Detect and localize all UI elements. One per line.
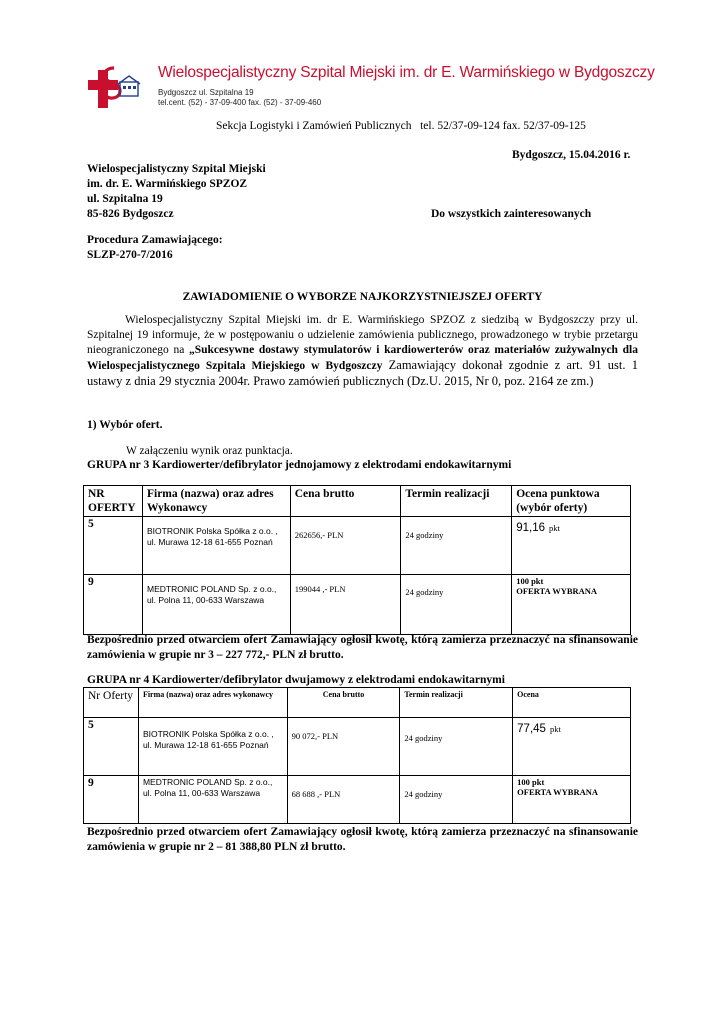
document-title: ZAWIADOMIENIE O WYBORZE NAJKORZYSTNIEJSZEJ OFERTY <box>182 291 543 303</box>
table-header-row <box>84 688 631 718</box>
company-cell <box>138 718 287 776</box>
header-cell: Cena brutto <box>290 486 401 517</box>
selected-label: OFERTA WYBRANA <box>517 787 599 797</box>
company-text: BIOTRONIK Polska Spółka z o.o. , ul. Murawa 12-18 61-655 Poznań <box>146 526 278 547</box>
procedure-block <box>87 233 223 263</box>
score-cell <box>512 575 631 635</box>
term-cell <box>401 517 512 575</box>
term-cell <box>400 776 513 824</box>
table-row <box>84 718 631 776</box>
header-cell: Ocena <box>513 688 631 718</box>
score-cell <box>513 776 631 824</box>
score-value: 91,16 <box>516 522 545 534</box>
header-cell: Nr Oferty <box>84 688 139 718</box>
score-value: 100 pkt <box>517 777 545 787</box>
sender-block <box>87 162 266 222</box>
hospital-phones: tel.cent. (52) - 37-09-400 fax. (52) - 37-09-460 <box>158 98 322 107</box>
header-cell: Ocena punktowa (wybór oferty) <box>512 486 631 517</box>
price-cell <box>287 776 400 824</box>
group3-table <box>83 485 631 635</box>
table-row <box>84 776 631 824</box>
company-cell <box>138 776 287 824</box>
header-cell: Firma (nazwa) oraz adres Wykonawcy <box>142 486 290 517</box>
selected-label: OFERTA WYBRANA <box>516 586 598 596</box>
sender-line: ul. Szpitalna 19 <box>87 193 163 205</box>
score-cell <box>513 718 631 776</box>
offer-number: 9 <box>84 575 143 635</box>
hospital-name: Wielospecjalistyczny Szpital Miejski im. dr E. Warmińskiego w Bydgoszczy <box>158 64 655 81</box>
company-cell <box>142 517 290 575</box>
price-cell <box>290 517 401 575</box>
header-cell: Termin realizacji <box>400 688 513 718</box>
group3-note: Bezpośrednio przed otwarciem ofert Zamawiający ogłosił kwotę, którą zamierza przeznaczyć na sfinansowanie zamówienia w grupie nr 3 – 227 772,- PLN zł brutto. <box>87 634 638 661</box>
price-text: 199044 ,- PLN <box>294 584 346 594</box>
score-unit: pkt <box>549 724 561 734</box>
section-heading: 1) Wybór ofert. <box>87 419 163 431</box>
term-cell <box>400 718 513 776</box>
table-row <box>84 575 631 635</box>
sender-line: Wielospecjalistyczny Szpital Miejski <box>87 163 266 175</box>
date-line: Bydgoszcz, 15.04.2016 r. <box>512 149 631 161</box>
group4-table <box>83 687 631 824</box>
term-cell <box>401 575 512 635</box>
header-cell: Firma (nazwa) oraz adres wykonawcy <box>138 688 287 718</box>
company-text: BIOTRONIK Polska Spółka z o.o. , ul. Murawa 12-18 61-655 Poznań <box>142 729 274 750</box>
body-text-end: Zamawiający dokonał zgodnie z art. 91 ust. 1 ustawy z dnia 29 stycznia 2004r. Prawo zamówień publicznych (Dz.U. 2015, Nr 0, poz. 2164 ze zm.) <box>87 358 638 388</box>
section-intro: W załączeniu wynik oraz punktacja. <box>126 445 293 457</box>
section-contact-line: Sekcja Logistyki i Zamówień Publicznych tel. 52/37-09-124 fax. 52/37-09-125 <box>216 120 586 132</box>
score-cell <box>512 517 631 575</box>
hospital-address: Bydgoszcz ul. Szpitalna 19 <box>158 88 254 97</box>
score-value: 100 pkt <box>516 576 544 586</box>
procedure-number: SLZP-270-7/2016 <box>87 249 173 261</box>
tender-subject: „Sukcesywne dostawy stymulatorów i kardiowerterów oraz materiałów zużywalnych dla Wielospecjalistycznego Szpitala Miejskiego w Bydgoszczy <box>87 344 638 372</box>
price-text: 90 072,- PLN <box>291 731 339 741</box>
recipient: Do wszystkich zainteresowanych <box>431 208 592 220</box>
group3-title: GRUPA nr 3 Kardiowerter/defibrylator jednojamowy z elektrodami endokawitarnymi <box>87 459 512 471</box>
group4-title: GRUPA nr 4 Kardiowerter/defibrylator dwujamowy z elektrodami endokawitarnymi <box>87 674 505 686</box>
term-text: 24 godziny <box>404 733 443 743</box>
offer-number: 9 <box>84 776 139 824</box>
score-value: 77,45 <box>517 723 546 735</box>
sender-line: im. dr. E. Warmińskiego SPZOZ <box>87 178 248 190</box>
hospital-logo <box>84 62 146 116</box>
price-text: 262656,- PLN <box>294 530 344 540</box>
table-row <box>84 517 631 575</box>
table-header-row <box>84 486 631 517</box>
term-text: 24 godziny <box>404 789 443 799</box>
header-cell: Cena brutto <box>287 688 400 718</box>
group4-note: Bezpośrednio przed otwarciem ofert Zamawiający ogłosił kwotę, którą zamierza przeznaczyć na sfinansowanie zamówienia w grupie nr 2 – 81 388,80 PLN zł brutto. <box>87 826 638 853</box>
offer-number: 5 <box>84 718 139 776</box>
score-unit: pkt <box>548 523 560 533</box>
term-text: 24 godziny <box>405 530 444 540</box>
company-text: MEDTRONIC POLAND Sp. z o.o., ul. Polna 11, 00-633 Warszawa <box>146 584 277 605</box>
sender-line: 85-826 Bydgoszcz <box>87 208 174 220</box>
term-text: 24 godziny <box>405 587 444 597</box>
company-text: MEDTRONIC POLAND Sp. z o.o., ul. Polna 11, 00-633 Warszawa <box>142 777 273 798</box>
header-cell: NR OFERTY <box>84 486 143 517</box>
offer-number: 5 <box>84 517 143 575</box>
price-cell <box>287 718 400 776</box>
procedure-label: Procedura Zamawiającego: <box>87 234 223 246</box>
header-cell: Termin realizacji <box>401 486 512 517</box>
body-paragraph <box>87 313 638 390</box>
price-cell <box>290 575 401 635</box>
company-cell <box>142 575 290 635</box>
body-text: Wielospecjalistyczny Szpital Miejski im. dr E. Warmińskiego SPZOZ z siedzibą w Bydgoszczy przy ul. Szpitalnej 19 informuje, że w postępowaniu o udzielenie zamówienia publicznego, prowadzonego w trybie przetargu nieograniczonego na <box>87 314 638 356</box>
price-text: 68 688 ,- PLN <box>291 789 341 799</box>
